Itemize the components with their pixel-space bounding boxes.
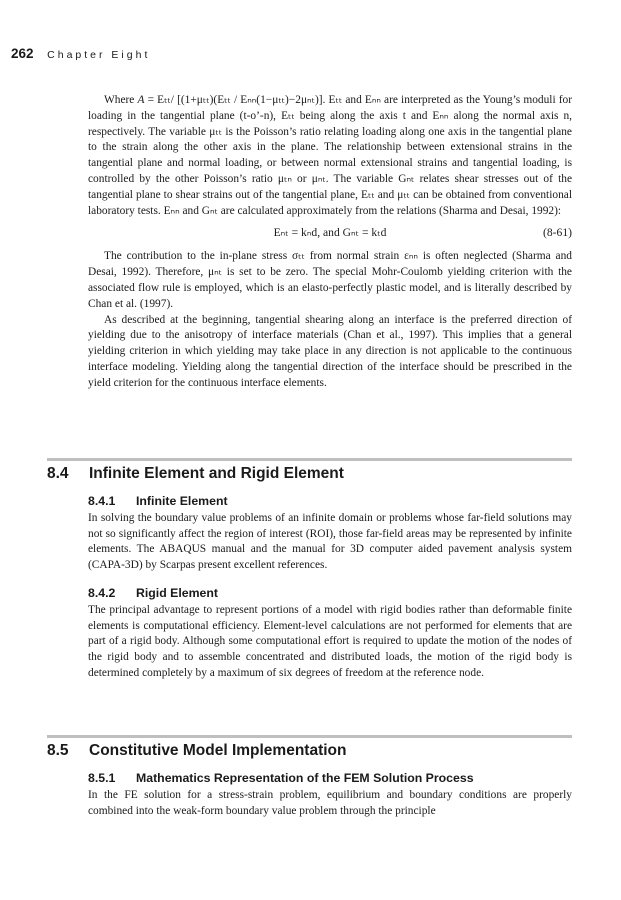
section-heading-8-4: 8.4 Infinite Element and Rigid Element	[47, 465, 344, 482]
equation-number: (8-61)	[543, 226, 572, 240]
running-header	[11, 46, 150, 61]
equation-text: Eₙₜ = kₙd, and Gₙₜ = kₜd	[273, 226, 387, 240]
paragraph-1-rest: Young’s moduli for loading in the tangential plane (t-o’-n), Eₜₜ being along the axis t and Eₙₙ along the normal axis n, respectively. The variable μₜₜ is the Poisson’s ratio relating loading along one axis in the tangential plane to the strain along the other axis in the plane. The relationship between extensional strains in the tangential plane and normal loading, or between normal extensional strains and tangential loading, is controlled by the other Poisson’s ratio μₜₙ or μₙₜ. The variable Gₙₜ relates shear stresses out of the tangential plane to shear strains out of the tangential plane, Eₜₜ and μₜₜ can be obtained from conventional laboratory tests. Eₙₙ and Gₙₜ are calculated approximately from the relations (Sharma and Desai, 1992):	[88, 94, 573, 217]
subsection-heading-8-5-1: 8.5.1 Mathematics Representation of the FEM Solution Process	[88, 771, 474, 785]
paragraph-3: As described at the beginning, tangential shearing along an interface is the preferred direction of yielding due to the anisotropy of interface materials (Chan et al., 1997). This implies that a general yielding criterion in which yielding may take place in any direction is not applicable to the continuous interface modeling. Yielding along the tangential direction of the interface should be prescribed in the yield criterion for the continuous interface elements.	[88, 313, 572, 389]
section-heading-8-5: 8.5 Constitutive Model Implementation	[47, 742, 347, 759]
subsection-heading-8-4-2: 8.4.2 Rigid Element	[88, 585, 218, 600]
chapter-label: Chapter Eight	[47, 49, 151, 61]
subsection-heading-8-4-1: 8.4.1 Infinite Element	[88, 494, 228, 508]
section-divider-8-4	[47, 458, 572, 461]
paragraph-formula-definition: Where A = Eₜₜ/ [(1+μₜₜ)(Eₜₜ / Eₙₙ(1−μₜₜ)−2μₙₜ)]. Eₜₜ and Eₙₙ are interpreted as the Young’s moduli for loading in the tangential plane (t-o’-n), Eₜₜ being along the axis t and Eₙₙ along the normal axis n, respectively. The variable μₜₜ is the Poisson’s ratio relating loading along one axis in the tangential plane to the strain along the other axis in the plane. The relationship between extensional strains in the tangential plane and normal loading, or between normal extensional strains and tangential loading, is controlled by the other Poisson’s ratio μₜₙ or μₙₜ. The variable Gₙₜ relates shear stresses out of the tangential plane to shear strains out of the tangential plane, Eₜₜ and μₜₜ can be obtained from conventional laboratory tests. Eₙₙ and Gₙₜ are calculated approximately from the relations (Sharma and Desai, 1992):	[88, 94, 573, 217]
paragraph-rigid-element: The principal advantage to represent portions of a model with rigid bodies rather than deformable finite elements is computational efficiency. Element-level calculations are not performed for elements that are part of a rigid body. Although some computational effort is required to update the motion of the nodes of the rigid body and to assemble concentrated and distributed loads, the motion of the rigid body is determined completely by a maximum of six degrees of freedom at the reference node.	[88, 603, 572, 679]
equation-8-61	[88, 222, 572, 244]
page-number: 262	[11, 46, 34, 61]
paragraph-fem-solution: In the FE solution for a stress-strain problem, equilibrium and boundary conditions are properly combined into the weak-form boundary value problem through the principle	[88, 788, 572, 817]
section-8-5-content	[88, 771, 572, 819]
section-8-4-content	[88, 494, 572, 682]
formula-a-definition: = Eₜₜ/ [(1+μₜₜ)(Eₜₜ / Eₙₙ(1−μₜₜ)−2μₙₜ)].	[144, 94, 326, 106]
paragraph-2: The contribution to the in-plane stress σₜₜ from normal strain εₙₙ is often neglected (Sharma and Desai, 1992). Therefore, μₙₜ is set to be zero. The special Mohr-Coulomb yielding criterion with the associated flow rule is employed, which is an elasto-perfectly plastic model, and is literally described by Chan et al. (1997).	[88, 250, 572, 310]
body-text-block	[88, 93, 572, 392]
section-divider-8-5	[47, 735, 572, 738]
paragraph-infinite-element: In solving the boundary value problems of an infinite domain or problems whose far-field solutions may not so significantly affect the region of interest (ROI), those far-field areas may be represented by infinite elements. The ABAQUS manual and the manual for 3D computer aided pavement analysis system (CAPA-3D) by Scarpas present excellent references.	[88, 511, 572, 572]
